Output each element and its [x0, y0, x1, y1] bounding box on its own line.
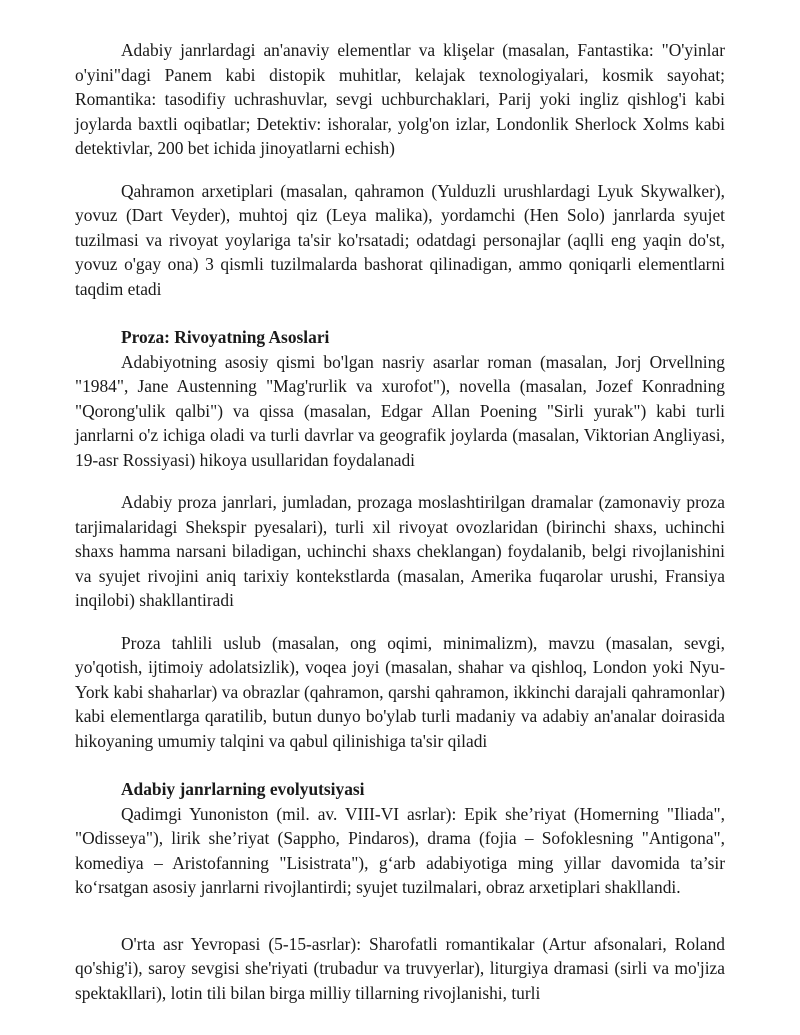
paragraph-prose-works: Adabiyotning asosiy qismi bo'lgan nasriy asarlar roman (masalan, Jorj Orvellning "1984", Jane Austenning "Mag'rurlik va xurofot"), novella (masalan, Jozef Konradning "Qorong'ulik qalbi") va qissa (masalan, Edgar Allan Poening "Sirli yurak") kabi turli janrlarni o'z ichiga oladi va turli davrlar va geografik joylarda (masalan, Viktorian Angliyasi, 19-asr Rossiyasi) hikoya usullaridan foydalanadi — [75, 351, 725, 470]
paragraph-prose-analysis: Proza tahlili uslub (masalan, ong oqimi, minimalizm), mavzu (masalan, sevgi, yo'qotish, ijtimoiy adolatsizlik), voqea joyi (masalan, shahar va qishloq, London yoki Nyu-York kabi shaharlar) va obrazlar (qahramon, qarshi qahramon, ikkinchi darajali qahramonlar) kabi elementlarga qaratilib, butun dunyo bo'ylab turli madaniy va adabiy an'analar doirasida hikoyaning umumiy talqini va qabul qilinishiga ta'sir qiladi — [75, 632, 725, 751]
heading-genre-evolution: Adabiy janrlarning evolyutsiyasi — [121, 779, 365, 799]
heading-prose: Proza: Rivoyatning Asoslari — [121, 327, 330, 347]
paragraph-hero-archetypes: Qahramon arxetiplari (masalan, qahramon (Yulduzli urushlardagi Lyuk Skywalker), yovuz (Dart Veyder), muhtoj qiz (Leya malika), yordamchi (Hen Solo) janrlarda syujet tuzilmasi va rivoyat yoylariga ta'sir ko'rsatadi; odatdagi personajlar (aqlli eng yaqin do'st, yovuz o'gay ona) 3 qismli tuzilmalarda bashorat qilinadigan, ammo qoniqarli elementlarni taqdim etadi — [75, 180, 725, 299]
paragraph-medieval-europe: O'rta asr Yevropasi (5-15-asrlar): Sharofatli romantikalar (Artur afsonalari, Roland qo'shig'i), saroy sevgisi she'riyati (trubadur va truvyerlar), liturgiya dramasi (sirli va mo'jiza spektakllari), lotin tili bilan birga milliy tillarning rivojlanishi, turli — [75, 933, 725, 1003]
paragraph-ancient-greece: Qadimgi Yunoniston (mil. av. VIII-VI asrlar): Epik she’riyat (Homerning "Iliada", "Odisseya"), lirik she’riyat (Sappho, Pindaros), drama (fojia – Sofoklesning "Antigona", komediya – Aristofanning "Lisistrata"), g‘arb adabiyotiga ming yillar davomida ta’sir ko‘rsatgan asosiy janrlarni rivojlantirdi; syujet tuzilmalari, obraz arxetiplari shakllandi. — [75, 803, 725, 897]
paragraph-genre-cliches: Adabiy janrlardagi an'anaviy elementlar va klişelar (masalan, Fantastika: "O'yinlar o'yini"dagi Panem kabi distopik muhitlar, kelajak texnologiyalari, kosmik sayohat; Romantika: tasodifiy uchrashuvlar, sevgi uchburchaklari, Parij yoki ingliz qishlog'i kabi joylarda baxtli oqibatlar; Detektiv: ishoralar, yolg'on izlar, Londonlik Sherlock Xolms kabi detektivlar, 200 bet ichida jinoyatlarni echish) — [75, 40, 725, 158]
paragraph-prose-genres: Adabiy proza janrlari, jumladan, prozaga moslashtirilgan dramalar (zamonaviy proza tarjimalaridagi Shekspir pyesalari), turli xil rivoyat ovozlaridan (birinchi shaxs, uchinchi shaxs hamma narsani biladigan, uchinchi shaxs cheklangan) foydalanib, belgi rivojlanishini va syujet rivojini aniq tarixiy kontekstlarda (masalan, Amerika fuqarolar urushi, Fransiya inqilobi) shakllantiradi — [75, 492, 725, 610]
